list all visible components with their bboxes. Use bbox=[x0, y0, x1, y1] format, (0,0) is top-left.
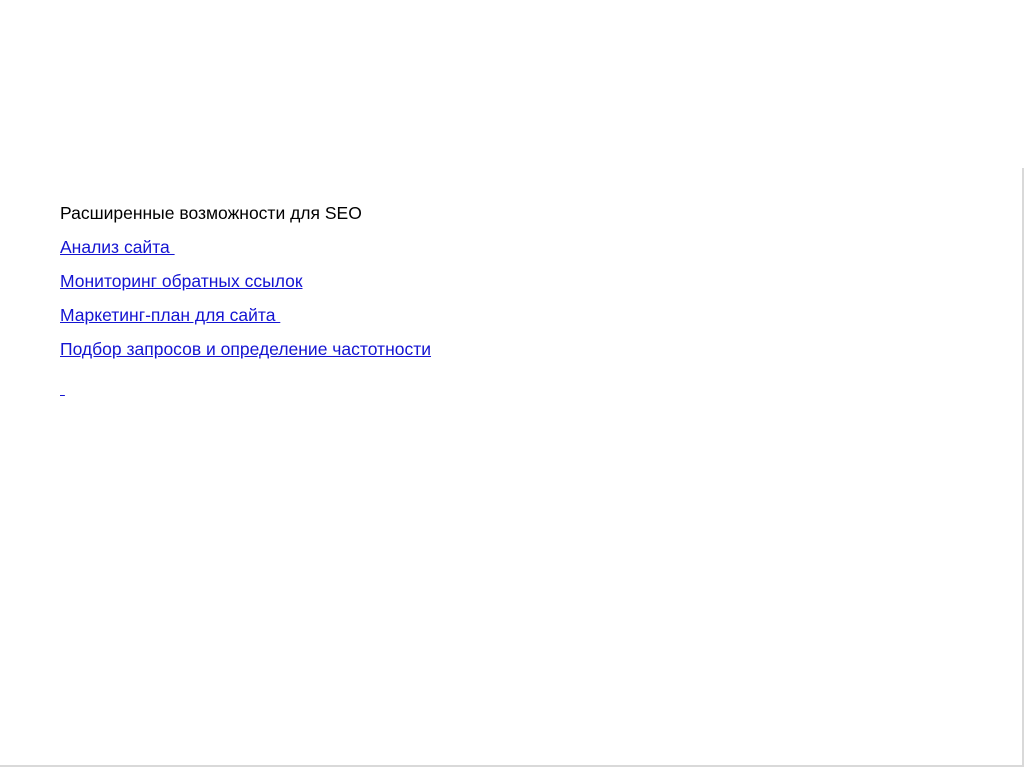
link-empty-trailing[interactable] bbox=[60, 378, 70, 398]
slide-heading: Расширенные возможности для SEO bbox=[60, 203, 362, 223]
link-backlink-monitoring[interactable]: Мониторинг обратных ссылок bbox=[60, 271, 303, 291]
link-site-analysis[interactable]: Анализ сайта bbox=[60, 237, 175, 257]
slide-content bbox=[60, 196, 760, 398]
link-marketing-plan[interactable]: Маркетинг-план для сайта bbox=[60, 305, 281, 325]
link-keyword-research[interactable]: Подбор запросов и определение частотности bbox=[60, 339, 432, 359]
